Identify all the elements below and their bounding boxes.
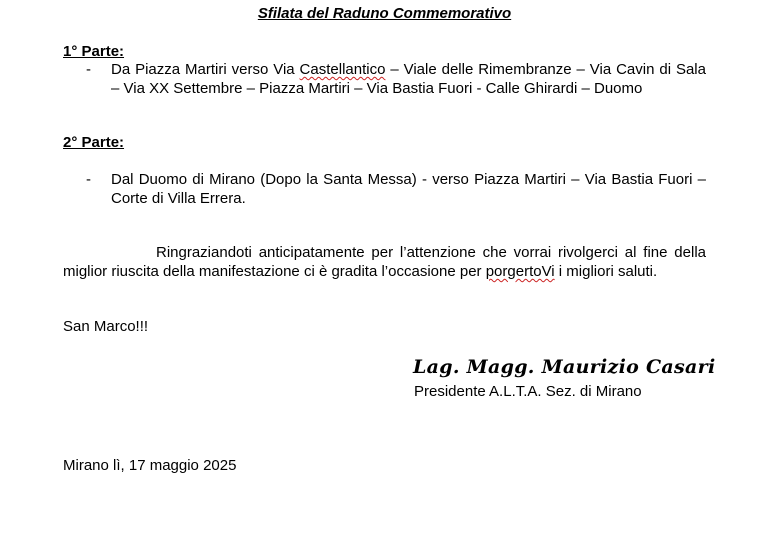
part1-route-start: Da Piazza Martiri verso Via xyxy=(111,61,300,78)
part2-route: Dal Duomo di Mirano (Dopo la Santa Messa) - verso Piazza Martiri – Via Bastia Fuori – Corte di Villa Errera. xyxy=(111,171,706,207)
part2-heading: 2° Parte: xyxy=(63,134,125,151)
closing-salutation: San Marco!!! xyxy=(63,318,149,335)
part1-route-rest: – Viale delle Rimembranze – Via Cavin di Sala – Via XX Settembre – Piazza Martiri – Via Bastia Fuori - Calle Ghirardi – Duomo xyxy=(111,61,706,97)
thanks-paragraph xyxy=(63,243,706,281)
date-line: Mirano lì, 17 maggio 2025 xyxy=(63,457,237,474)
part1-bullet: - xyxy=(86,61,91,78)
spellcheck-word-castellantico: Castellantico xyxy=(299,61,386,78)
part2-bullet: - xyxy=(86,171,91,188)
thanks-text-end: i migliori saluti. xyxy=(554,263,658,280)
signature-name: Lag. Magg. Maurizio Casari xyxy=(413,356,716,378)
thanks-text-start: Ringraziandoti anticipatamente per l’attenzione che vorrai rivolgerci al fine della miglior riuscita della manifestazione ci è gradita l’occasione per xyxy=(63,244,706,280)
document-title: Sfilata del Raduno Commemorativo xyxy=(257,5,512,22)
signature-role: Presidente A.L.T.A. Sez. di Mirano xyxy=(414,383,642,400)
part1-route xyxy=(111,60,706,98)
part1-heading: 1° Parte: xyxy=(63,43,125,60)
spellcheck-word-porgertovi: porgertoVi xyxy=(485,263,555,280)
